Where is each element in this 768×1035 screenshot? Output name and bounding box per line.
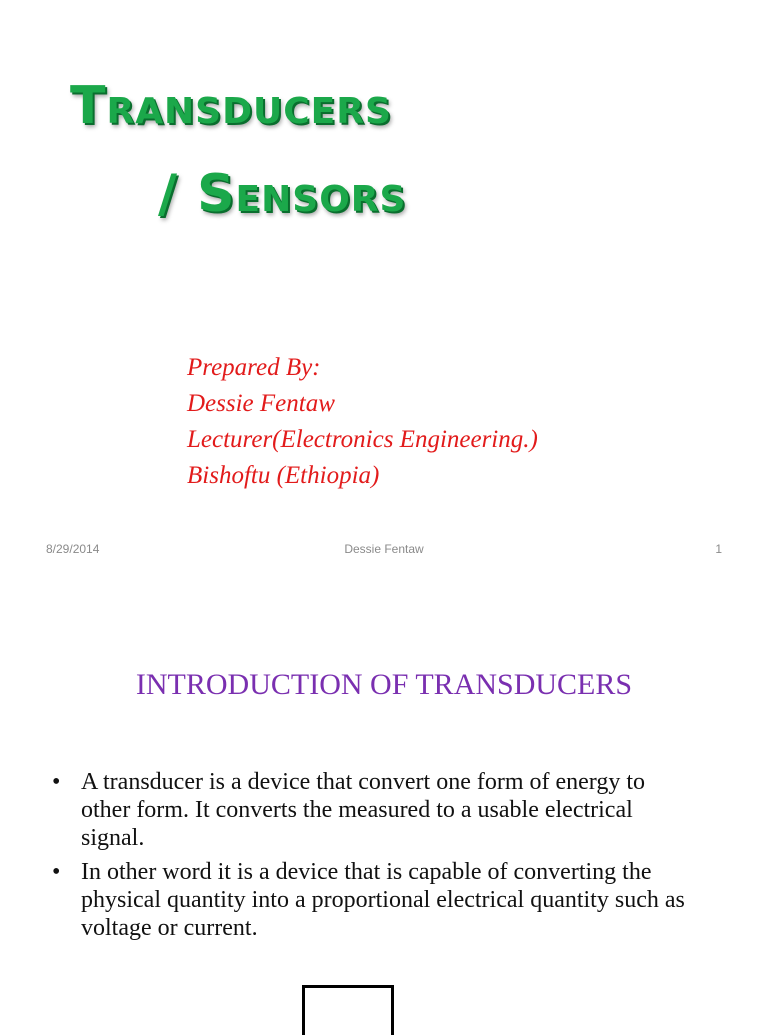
- diagram-box: [302, 985, 394, 1035]
- bullet-item: [46, 858, 686, 942]
- author-block: [187, 350, 538, 494]
- prepared-by-label: Prepared By:: [187, 354, 321, 381]
- author-name: Dessie Fentaw: [187, 390, 335, 417]
- title-line-1: Transducers: [70, 76, 392, 136]
- bullet-dot: •: [52, 769, 61, 795]
- title-line-2: / Sensors: [158, 164, 407, 224]
- introduction-slide: [0, 576, 768, 1024]
- slide-footer: [0, 540, 768, 560]
- slide-heading: INTRODUCTION OF TRANSDUCERS: [135, 668, 633, 701]
- bullet-text: In other word it is a device that is capable of converting the physical quantity into a proportional electrical quantity such as voltage or current.: [81, 859, 685, 941]
- footer-page-number: 1: [715, 542, 722, 556]
- bullet-list: [46, 768, 686, 948]
- bullet-item: [46, 768, 686, 852]
- author-location: Bishoftu (Ethiopia): [187, 462, 380, 489]
- slide-title: [70, 62, 406, 238]
- bullet-dot: •: [52, 859, 61, 885]
- author-role: Lecturer(Electronics Engineering.): [187, 426, 538, 453]
- footer-author: Dessie Fentaw: [344, 542, 424, 556]
- bullet-text: A transducer is a device that convert one form of energy to other form. It converts the measured to a usable electrical signal.: [81, 769, 646, 851]
- footer-date: 8/29/2014: [46, 542, 100, 556]
